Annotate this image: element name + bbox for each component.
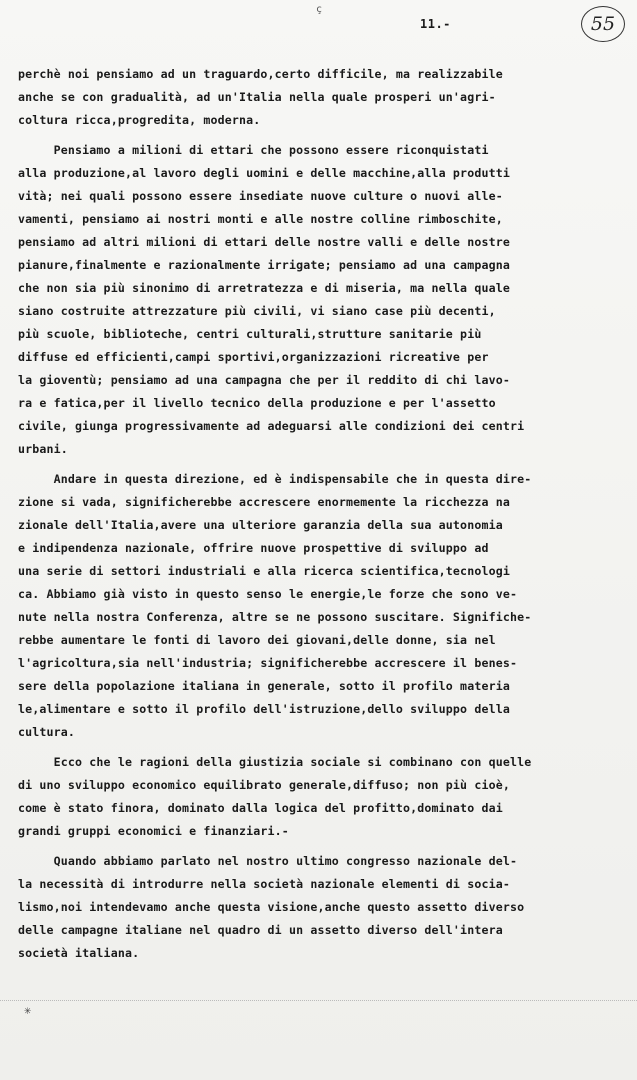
text-line: perchè noi pensiamo ad un traguardo,certo difficile, ma realizzabile — [18, 67, 503, 81]
text-line: diffuse ed efficienti,campi sportivi,organizzazioni ricreative per — [18, 350, 489, 364]
text-line: urbani. — [18, 442, 68, 456]
text-line: l'agricoltura,sia nell'industria; significherebbe accrescere il benes- — [18, 656, 518, 670]
text-line: pensiamo ad altri milioni di ettari delle nostre valli e delle nostre — [18, 235, 510, 249]
text-line: lismo,noi intendevamo anche questa visione,anche questo assetto diverso — [18, 900, 525, 914]
paragraph-1 — [18, 63, 578, 132]
scan-artifact-icon: ✳ — [24, 1003, 32, 1017]
text-line: Andare in questa direzione, ed è indispensabile che in questa dire- — [18, 472, 532, 486]
text-line: delle campagne italiane nel quadro di un assetto diverso dell'intera — [18, 923, 503, 937]
text-line: vità; nei quali possono essere insediate nuove culture o nuovi alle- — [18, 189, 503, 203]
text-line: cultura. — [18, 725, 76, 739]
paragraph-3 — [18, 468, 578, 744]
text-line: Pensiamo a milioni di ettari che possono essere riconquistati — [18, 143, 489, 157]
text-line: civile, giunga progressivamente ad adeguarsi alle condizioni dei centri — [18, 419, 525, 433]
text-line: Ecco che le ragioni della giustizia sociale si combinano con quelle — [18, 755, 532, 769]
text-line: Quando abbiamo parlato nel nostro ultimo congresso nazionale del- — [18, 854, 518, 868]
text-line: di uno sviluppo economico equilibrato generale,diffuso; non più cioè, — [18, 778, 510, 792]
text-line: zionale dell'Italia,avere una ulteriore garanzia della sua autonomia — [18, 518, 503, 532]
text-line: ca. Abbiamo già visto in questo senso le energie,le forze che sono ve- — [18, 587, 518, 601]
body-text — [18, 63, 578, 965]
scan-edge-marks — [0, 1000, 637, 1041]
text-line: come è stato finora, dominato dalla logica del profitto,dominato dai — [18, 801, 503, 815]
text-line: che non sia più sinonimo di arretratezza e di miseria, ma nella quale — [18, 281, 510, 295]
paragraph-4 — [18, 751, 578, 843]
text-line: siano costruite attrezzature più civili, vi siano case più decenti, — [18, 304, 496, 318]
text-line: società italiana. — [18, 946, 140, 960]
text-line: grandi gruppi economici e finanziari.- — [18, 824, 289, 838]
text-line: zione si vada, significherebbe accrescere enormemente la ricchezza na — [18, 495, 510, 509]
page-number: 11.- — [420, 17, 451, 31]
paragraph-5 — [18, 850, 578, 965]
text-line: ra e fatica,per il livello tecnico della produzione e per l'assetto — [18, 396, 496, 410]
text-line: la necessità di introdurre nella società nazionale elementi di socia- — [18, 877, 510, 891]
text-line: sere della popolazione italiana in generale, sotto il profilo materia — [18, 679, 510, 693]
text-line: rebbe aumentare le fonti di lavoro dei giovani,delle donne, sia nel — [18, 633, 496, 647]
text-line: le,alimentare e sotto il profilo dell'istruzione,dello sviluppo della — [18, 702, 510, 716]
text-line: coltura ricca,progredita, moderna. — [18, 113, 261, 127]
archive-number-circle: 55 — [581, 6, 625, 42]
text-line: pianure,finalmente e razionalmente irrigate; pensiamo ad una campagna — [18, 258, 510, 272]
text-line: più scuole, biblioteche, centri culturali,strutture sanitarie più — [18, 327, 482, 341]
text-line: nute nella nostra Conferenza, altre se ne possono suscitare. Significhe- — [18, 610, 532, 624]
paragraph-2 — [18, 139, 578, 461]
text-line: e indipendenza nazionale, offrire nuove prospettive di sviluppo ad — [18, 541, 489, 555]
text-line: anche se con gradualità, ad un'Italia nella quale prosperi un'agri- — [18, 90, 496, 104]
text-line: una serie di settori industriali e alla ricerca scientifica,tecnologi — [18, 564, 510, 578]
text-line: alla produzione,al lavoro degli uomini e delle macchine,alla produtti — [18, 166, 510, 180]
text-line: la gioventù; pensiamo ad una campagna che per il reddito di chi lavo- — [18, 373, 510, 387]
text-line: vamenti, pensiamo ai nostri monti e alle nostre colline rimboschite, — [18, 212, 503, 226]
top-mark: ç — [316, 4, 323, 15]
